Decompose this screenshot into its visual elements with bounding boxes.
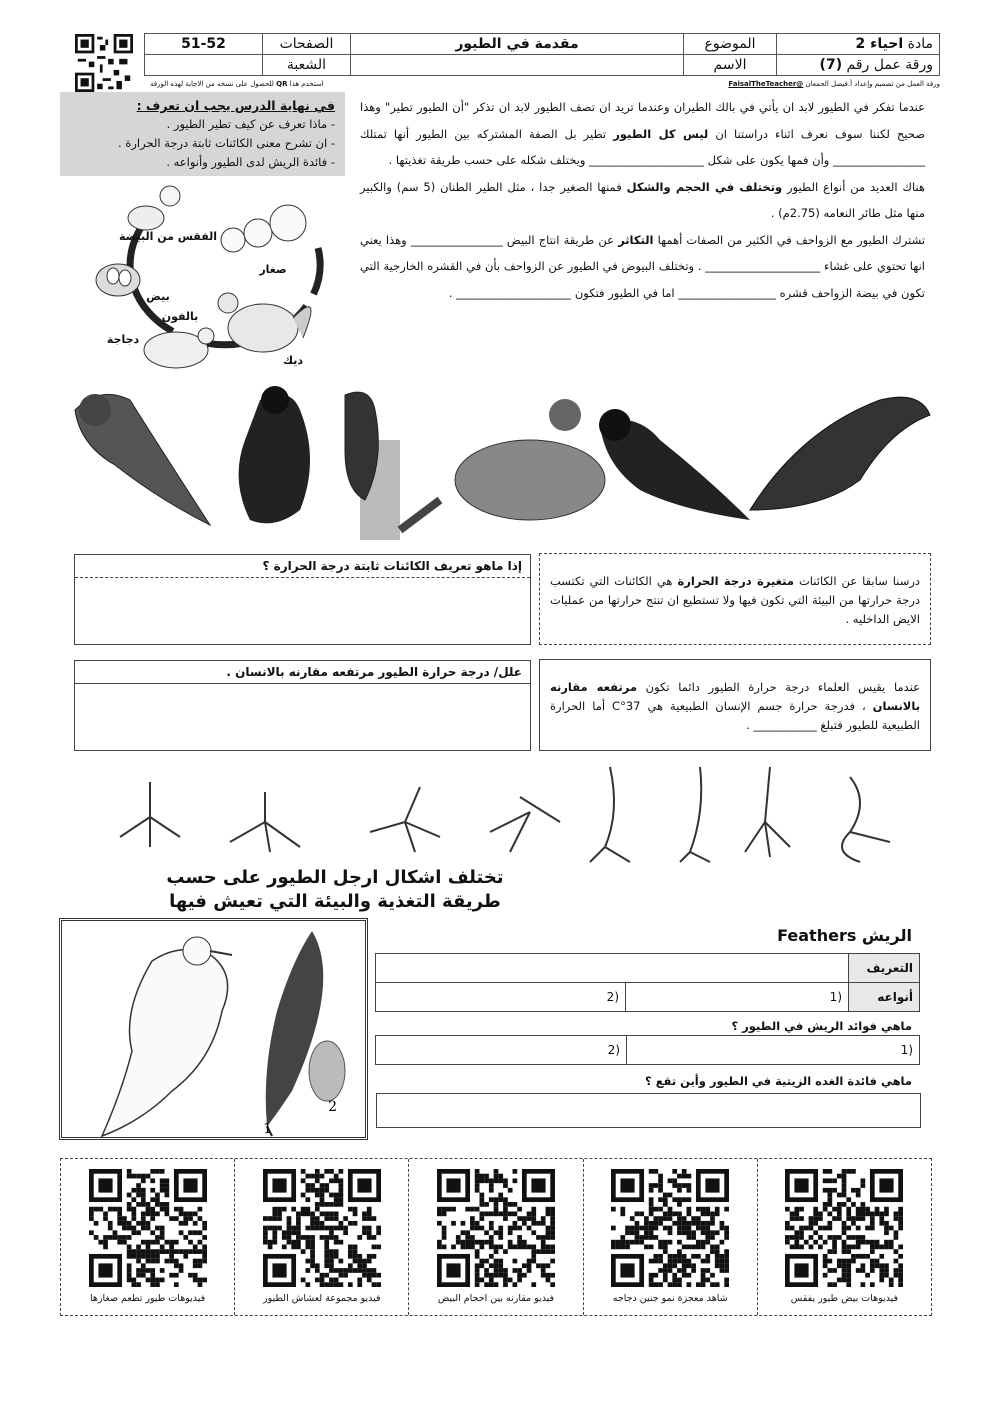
gland-question: ماهي فائدة الغده الزيتية في الطيور وأين تقع ؟ xyxy=(645,1074,912,1088)
intro-p2c: فمنها الصغير جدا ، مثل الطير الطنان (5 سم) والكبير منها مثل طائر النعامه (2.75م) . xyxy=(360,179,925,220)
intro-paragraph-1 xyxy=(360,94,925,174)
label-eggs: بيض xyxy=(146,290,170,303)
header-table xyxy=(144,33,940,76)
intro-p3a: تشترك الطيور مع الزواحف في الكثير من الصفات أهمها xyxy=(657,232,926,247)
bird-species-illustration xyxy=(60,370,940,540)
qr-code-icon[interactable] xyxy=(89,1169,207,1287)
section-field[interactable] xyxy=(145,55,263,76)
label-rooster: ديك xyxy=(282,354,304,367)
type-1-answer[interactable] xyxy=(626,983,849,1012)
warm-blooded-question-box xyxy=(74,554,531,645)
intro-p2b: وتختلف في الحجم والشكل xyxy=(626,179,783,194)
legs-caption-line-2: طريقة التغذية والبيئة التي تعيش فيها xyxy=(169,891,501,912)
type-2-answer[interactable] xyxy=(376,983,626,1012)
objectives-box xyxy=(60,92,345,176)
bird-temperature-box xyxy=(539,659,931,751)
qr-code-icon[interactable] xyxy=(263,1169,381,1287)
qr-note-pre: استخدم هذا xyxy=(289,80,324,88)
credit-handle: @FaisalTheTeacher xyxy=(728,80,804,88)
feather-label-2: 2 xyxy=(328,1099,337,1115)
qr-cell[interactable] xyxy=(61,1159,234,1315)
benefit-1-answer[interactable] xyxy=(627,1036,920,1065)
bird-legs-illustration xyxy=(90,762,910,867)
qr-cell[interactable] xyxy=(583,1159,757,1315)
qr-strip xyxy=(60,1158,932,1316)
cold-blooded-a: درسنا سابقا عن الكائنات xyxy=(798,574,921,588)
bird-temp-c: ، فدرجة حرارة جسم الإنسان الطبيعية هي 37°C أما الحرارة الطبيعية للطيور فتبلغ ___________ . xyxy=(550,699,920,732)
qr-caption: فيديوهات طيور تطعم صغارها xyxy=(90,1293,206,1304)
qr-cell[interactable] xyxy=(757,1159,931,1315)
cold-blooded-c: هي الكائنات التي تكتسب درجة حرارتها من البيئة التي تكون فيها ولا تستطيع ان تنتج حرارتها من عمليات الايض الداخليه . xyxy=(550,574,920,626)
bird-feather-drawing xyxy=(62,921,365,1137)
intro-p3b: التكاثر xyxy=(618,232,654,247)
qr-note-post: للحصول على نسخه من الاجابة لهذه الورقة xyxy=(150,80,274,88)
feathers-title: الريش Feathers xyxy=(777,926,912,945)
answer-qr-code[interactable] xyxy=(74,34,134,92)
cold-blooded-b: متغيرة درجة الحرارة xyxy=(677,574,794,588)
bird-temp-a: عندما يقيس العلماء درجة حرارة الطيور دائما تكون xyxy=(645,680,921,694)
cold-blooded-box xyxy=(539,553,931,645)
section-label: الشعبة xyxy=(263,55,351,76)
credit-line xyxy=(728,80,940,88)
label-hatch: الفقس من البيضة xyxy=(118,230,218,243)
feathers-image-frame xyxy=(59,918,368,1140)
feathers-table xyxy=(375,953,920,1012)
name-label: الاسم xyxy=(684,55,777,76)
intro-paragraph-2 xyxy=(360,174,925,227)
label-hen: دجاجة xyxy=(106,333,140,346)
benefit-2-num: (2 xyxy=(607,1043,620,1057)
benefits-table xyxy=(375,1035,920,1065)
qr-note-bold: QR xyxy=(276,80,288,88)
worksheet-label: ورقة عمل رقم xyxy=(846,57,933,73)
intro-p1c: تطير بل الصفة المشتركه بين الطيور أنها تمتلك ________________ وأن فمها يكون على شكل ____________________ ويختلف شكله على حسب طريقة تغذيتها . xyxy=(360,126,925,167)
qr-note xyxy=(150,80,324,88)
benefit-2-answer[interactable] xyxy=(376,1036,627,1065)
legs-caption xyxy=(150,866,520,914)
credit-text: ورقة العمل من تصميم وإعداد أ.فيصل الجمعان xyxy=(805,80,940,88)
type-1-num: (1 xyxy=(829,990,842,1004)
benefits-question: ماهي فوائد الريش في الطيور ؟ xyxy=(731,1019,912,1033)
pages-value xyxy=(145,34,263,55)
intro-p3c: عن طريقة انتاج البيض ________________ وهذا يعني انها تحتوي على غشاء ____________________ . وتختلف البيوض في الطيور عن الزواحف بأن في القشره الخارجية التي تكون في بيضة الزواحف قشره _________________ اما في الطيور فتكون ____________________ . xyxy=(360,232,925,300)
objective-item: - فائدة الريش لدى الطيور وأنواعه . xyxy=(166,155,335,169)
pages-value-text: 51-52 xyxy=(181,36,226,52)
pages-label: الصفحات xyxy=(263,34,351,55)
benefit-1-num: (1 xyxy=(900,1043,913,1057)
objectives-title: في نهاية الدرس يجب ان تعرف : xyxy=(136,98,335,113)
type-2-num: (2 xyxy=(606,990,619,1004)
objective-item: - ان تشرح معنى الكائنات ثابتة درجة الحرارة . xyxy=(118,136,335,150)
gland-answer-box[interactable] xyxy=(376,1093,921,1128)
reason-answer-area[interactable] xyxy=(75,684,530,744)
topic-value: مقدمة في الطيور xyxy=(351,34,684,55)
topic-label: الموضوع xyxy=(684,34,777,55)
reason-question: علل/ درجة حرارة الطيور مرتفعه مقارنه بالانسان . xyxy=(75,661,530,684)
qr-code-icon[interactable] xyxy=(611,1169,729,1287)
label-laying: بالفون xyxy=(161,310,199,323)
intro-p1b: ليس كل الطيور xyxy=(613,126,709,141)
qr-cell[interactable] xyxy=(408,1159,582,1315)
intro-p1a: عندما تفكر في الطيور لابد ان يأتي في بالك الطيران وعندما تريد ان تصف الطيور لابد ان تذكر "أن الطيور تطير" وهذا صحيح لكننا سوف نعرف اثناء دراستنا ان xyxy=(360,100,925,141)
qr-cell[interactable] xyxy=(234,1159,408,1315)
definition-label: التعريف xyxy=(849,954,920,983)
label-chicks: صغار xyxy=(259,263,287,276)
qr-caption: فيديوهات بيض طيور يفقس xyxy=(790,1293,899,1304)
qr-code-icon[interactable] xyxy=(437,1169,555,1287)
objective-item: - ماذا تعرف عن كيف تطير الطيور . xyxy=(166,117,335,131)
subject-cell xyxy=(777,34,940,55)
worksheet-cell xyxy=(777,55,940,76)
bird-temp-b: مرتفعه مقارنه بالانسان xyxy=(550,680,921,713)
chicken-lifecycle-illustration xyxy=(88,178,350,378)
intro-paragraph-3 xyxy=(360,227,925,307)
qr-caption: فيديو مقارنه بين احجام البيض xyxy=(437,1293,555,1304)
definition-answer[interactable] xyxy=(376,954,849,983)
intro-text xyxy=(360,94,925,306)
warm-blooded-answer-area[interactable] xyxy=(75,578,530,638)
subject-label: مادة xyxy=(907,36,933,52)
subject-value: احياء 2 xyxy=(855,36,904,52)
intro-p2a: هناك العديد من أنواع الطيور xyxy=(787,179,925,194)
name-field[interactable] xyxy=(351,55,684,76)
worksheet-number: (7) xyxy=(819,57,843,73)
legs-caption-line-1: تختلف اشكال ارجل الطيور على حسب xyxy=(166,867,504,888)
qr-caption: شاهد معجزة نمو جنين دجاجه xyxy=(612,1293,728,1304)
types-label: أنواعه xyxy=(849,983,920,1012)
warm-blooded-question: إذا ماهو تعريف الكائنات ثابتة درجة الحرارة ؟ xyxy=(75,555,530,578)
qr-caption: فيديو مجموعة لعشاش الطيور xyxy=(263,1293,381,1304)
reason-question-box xyxy=(74,660,531,751)
qr-code-icon[interactable] xyxy=(785,1169,903,1287)
feather-label-1: 1 xyxy=(263,1121,272,1137)
